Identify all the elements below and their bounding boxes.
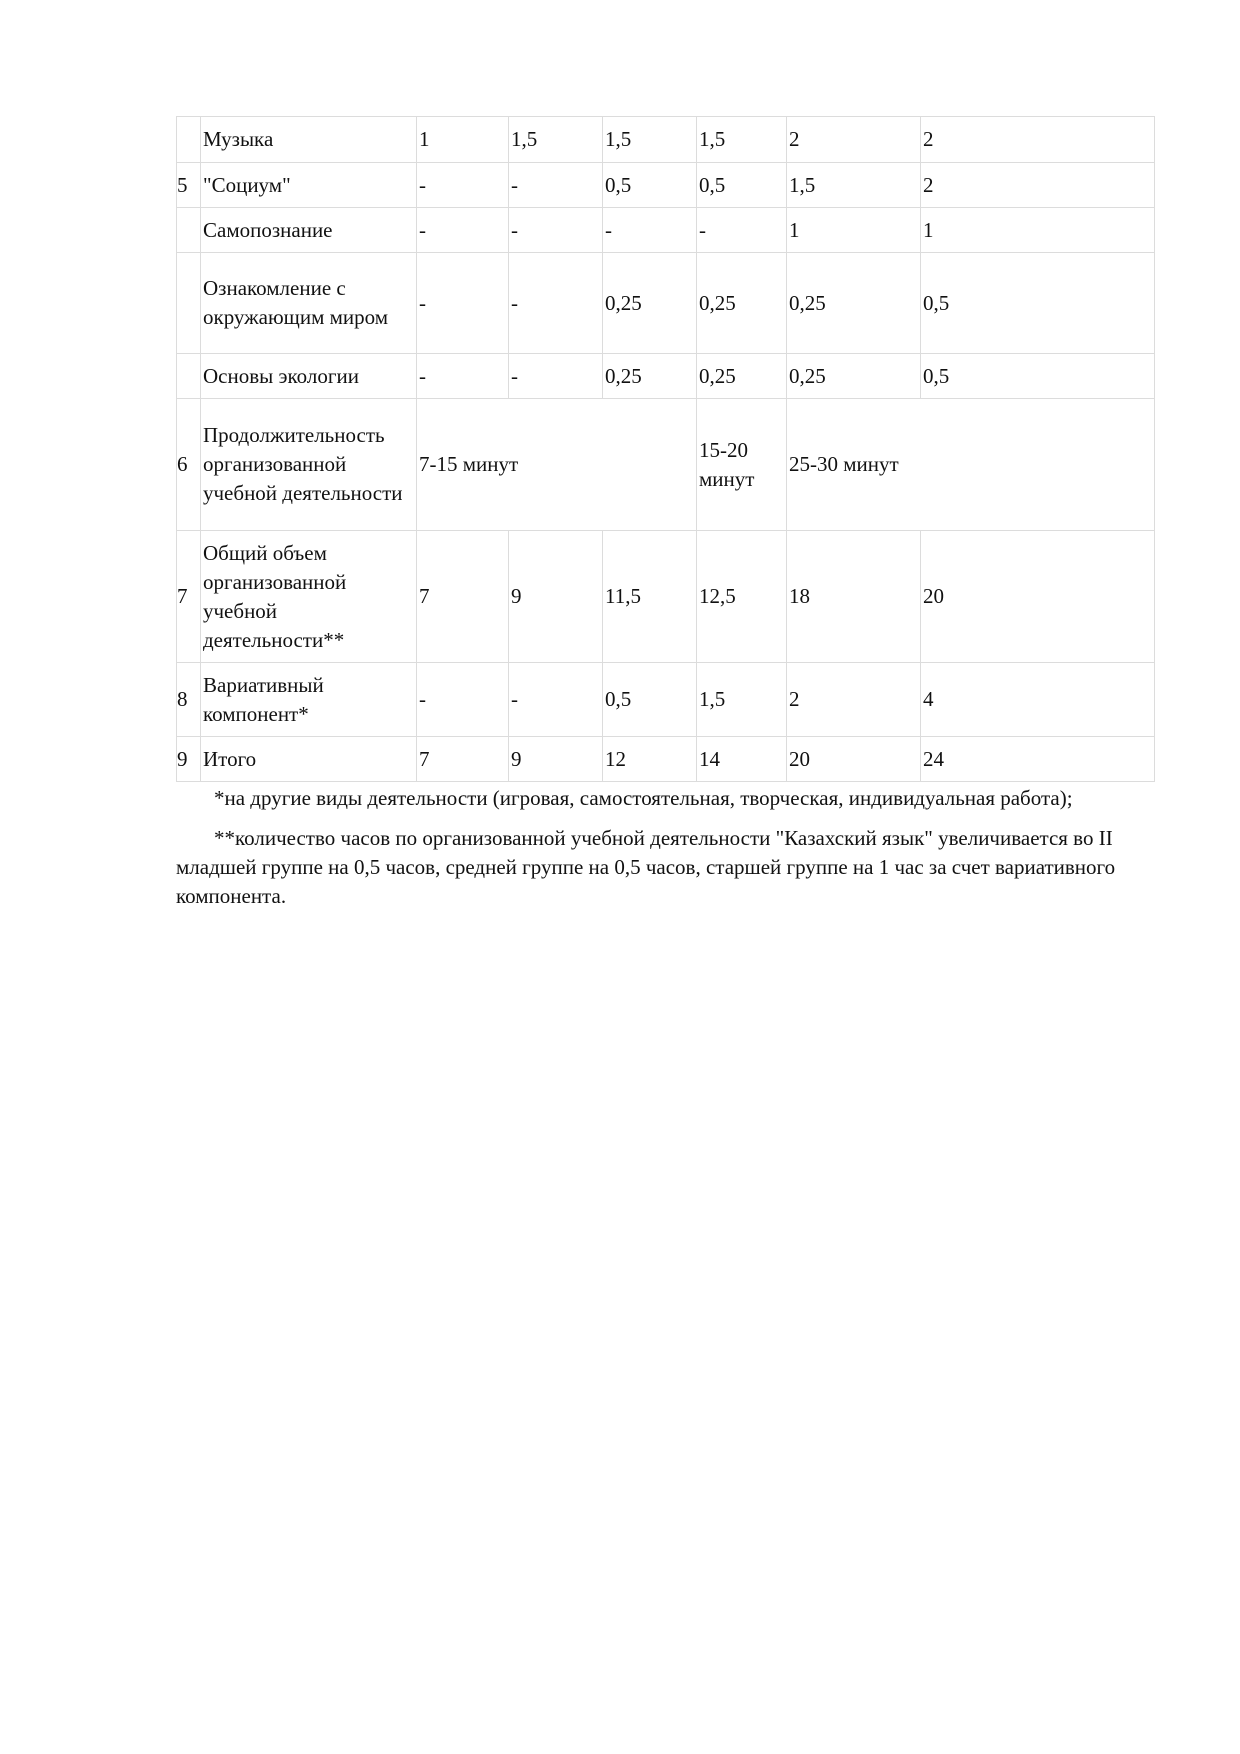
value-cell: 2 [921,117,1155,163]
table-row [177,737,1155,782]
value-cell: 12,5 [697,531,787,663]
value-cell: - [509,663,603,737]
subject-cell: Продолжительность организованной учебной деятельности [201,399,417,531]
row-number: 9 [177,737,201,782]
value-cell: 2 [921,163,1155,208]
subject-cell: Основы экологии [201,354,417,399]
subject-cell: Вариативный компонент* [201,663,417,737]
value-cell: - [509,208,603,253]
table-row [177,253,1155,354]
table-row [177,117,1155,163]
subject-cell: Музыка [201,117,417,163]
subject-cell: "Социум" [201,163,417,208]
value-cell: 1 [787,208,921,253]
table-row [177,208,1155,253]
value-cell: 12 [603,737,697,782]
value-cell: 0,5 [603,163,697,208]
subject-cell: Общий объем организованной учебной деятельности** [201,531,417,663]
value-cell: 0,25 [603,354,697,399]
value-cell: - [509,354,603,399]
value-cell: 0,5 [697,163,787,208]
value-cell: - [697,208,787,253]
value-cell: 0,5 [603,663,697,737]
study-plan-table [176,116,1155,782]
value-cell: 0,25 [603,253,697,354]
value-cell: - [417,663,509,737]
row-number [177,117,201,163]
value-cell: 7 [417,737,509,782]
value-cell: 1,5 [509,117,603,163]
footnotes [176,784,1154,922]
subject-cell: Ознакомление с окружающим миром [201,253,417,354]
value-cell: 11,5 [603,531,697,663]
value-cell: - [509,163,603,208]
value-cell: 1,5 [697,663,787,737]
value-cell: 1,5 [787,163,921,208]
footnote-kazakh-language: **количество часов по организованной учебной деятельности "Казахский язык" увеличивается во II младшей группе на 0,5 часов, средней группе на 0,5 часов, старшей группе на 1 час за счет вариативного компонента. [176,826,1116,908]
row-number: 8 [177,663,201,737]
row-number: 6 [177,399,201,531]
value-cell: 4 [921,663,1155,737]
duration-cell: 15-20 минут [697,399,787,531]
duration-cell: 7-15 минут [417,399,697,531]
value-cell: 0,25 [787,354,921,399]
value-cell: 0,5 [921,354,1155,399]
value-cell: 1,5 [697,117,787,163]
table-row [177,354,1155,399]
table-row [177,399,1155,531]
value-cell: - [417,253,509,354]
row-number: 7 [177,531,201,663]
value-cell: 2 [787,117,921,163]
value-cell: 7 [417,531,509,663]
value-cell: - [417,354,509,399]
row-number [177,354,201,399]
value-cell: 9 [509,531,603,663]
row-number [177,208,201,253]
value-cell: 24 [921,737,1155,782]
value-cell: - [417,163,509,208]
footnote-variative: *на другие виды деятельности (игровая, самостоятельная, творческая, индивидуальная работа); [214,786,1073,810]
value-cell: 20 [921,531,1155,663]
duration-cell: 25-30 минут [787,399,1155,531]
value-cell: - [603,208,697,253]
value-cell: 0,5 [921,253,1155,354]
value-cell: 14 [697,737,787,782]
value-cell: 1 [921,208,1155,253]
row-number: 5 [177,163,201,208]
table-row [177,163,1155,208]
value-cell: 0,25 [787,253,921,354]
value-cell: 0,25 [697,354,787,399]
row-number [177,253,201,354]
table-row [177,531,1155,663]
value-cell: 2 [787,663,921,737]
value-cell: 20 [787,737,921,782]
value-cell: 1 [417,117,509,163]
table-row [177,663,1155,737]
value-cell: - [417,208,509,253]
subject-cell: Самопознание [201,208,417,253]
value-cell: 1,5 [603,117,697,163]
value-cell: - [509,253,603,354]
value-cell: 0,25 [697,253,787,354]
value-cell: 18 [787,531,921,663]
value-cell: 9 [509,737,603,782]
subject-cell: Итого [201,737,417,782]
